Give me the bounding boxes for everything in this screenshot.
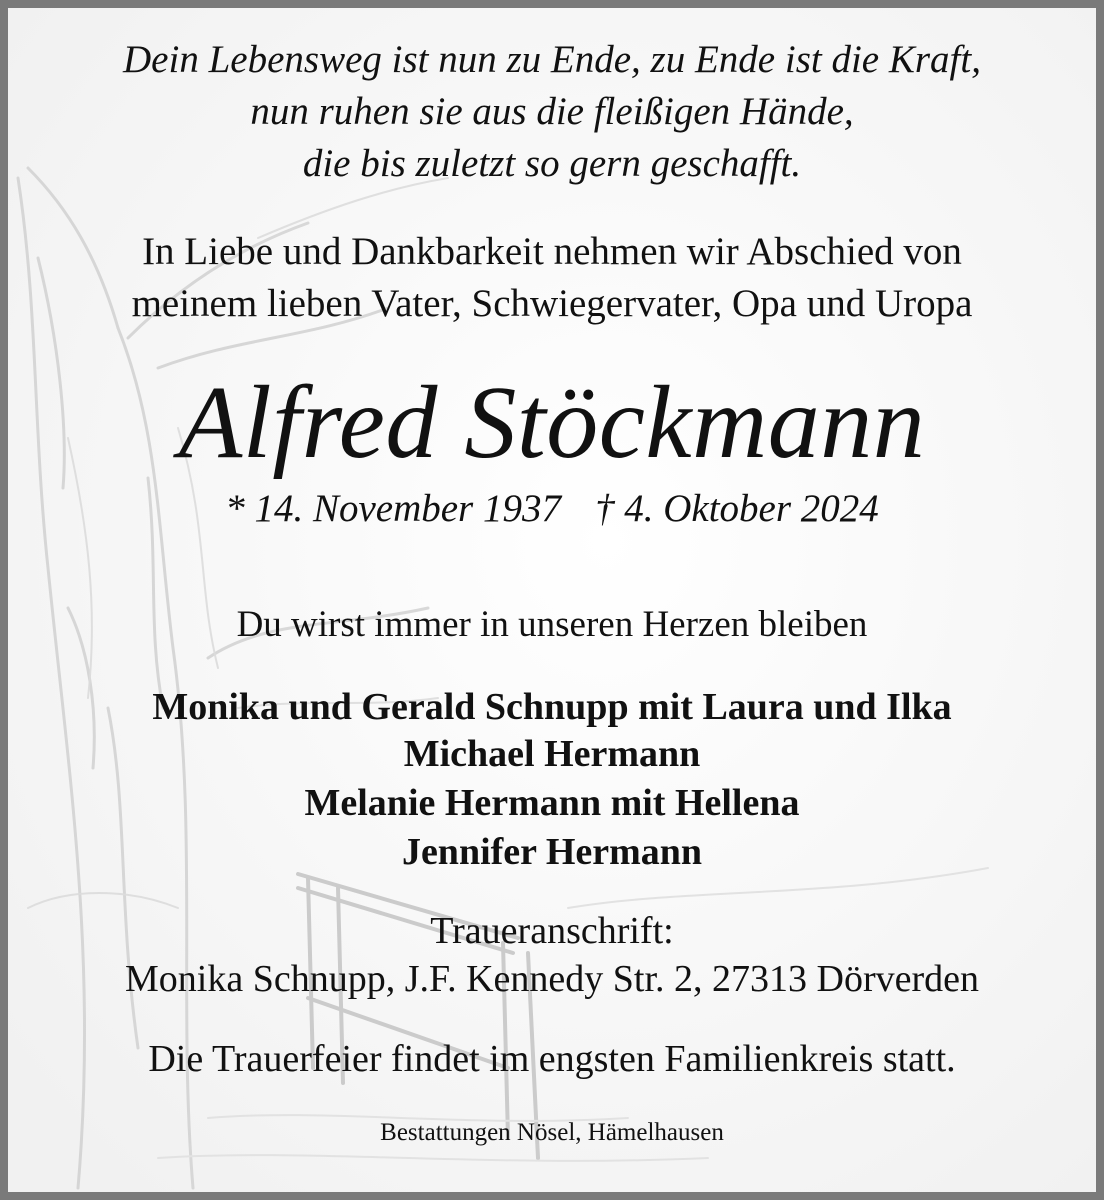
memorial-motto: Du wirst immer in unseren Herzen bleiben	[236, 604, 868, 645]
poem-line-3: die bis zuletzt so gern geschafft.	[302, 142, 802, 185]
life-dates	[8, 486, 1096, 532]
obituary-text	[8, 8, 1096, 1192]
family-name-1: Monika und Gerald Schnupp mit Laura und Ilka	[152, 686, 952, 728]
intro-line-1: In Liebe und Dankbarkeit nehmen wir Abschied von	[142, 230, 962, 273]
intro-line-2: meinem lieben Vater, Schwiegervater, Opa und Uropa	[131, 282, 973, 325]
funeral-note: Die Trauerfeier findet im engsten Familienkreis statt.	[148, 1038, 956, 1080]
birth-date: * 14. November 1937	[225, 487, 561, 530]
death-date: † 4. Oktober 2024	[594, 487, 879, 530]
deceased-name: Alfred Stöckmann	[178, 365, 926, 480]
poem-line-2: nun ruhen sie aus die fleißigen Hände,	[250, 90, 854, 133]
family-name-2: Michael Hermann	[403, 733, 701, 775]
poem-line-1: Dein Lebensweg ist nun zu Ende, zu Ende ist die Kraft,	[123, 38, 981, 81]
mourning-address-label: Traueranschrift:	[430, 910, 674, 952]
family-name-4: Jennifer Hermann	[401, 831, 703, 873]
family-name-3: Melanie Hermann mit Hellena	[304, 782, 800, 824]
undertaker: Bestattungen Nösel, Hämelhausen	[380, 1119, 724, 1146]
mourning-address: Monika Schnupp, J.F. Kennedy Str. 2, 27313 Dörverden	[125, 958, 979, 1000]
obituary-notice	[8, 8, 1096, 1192]
